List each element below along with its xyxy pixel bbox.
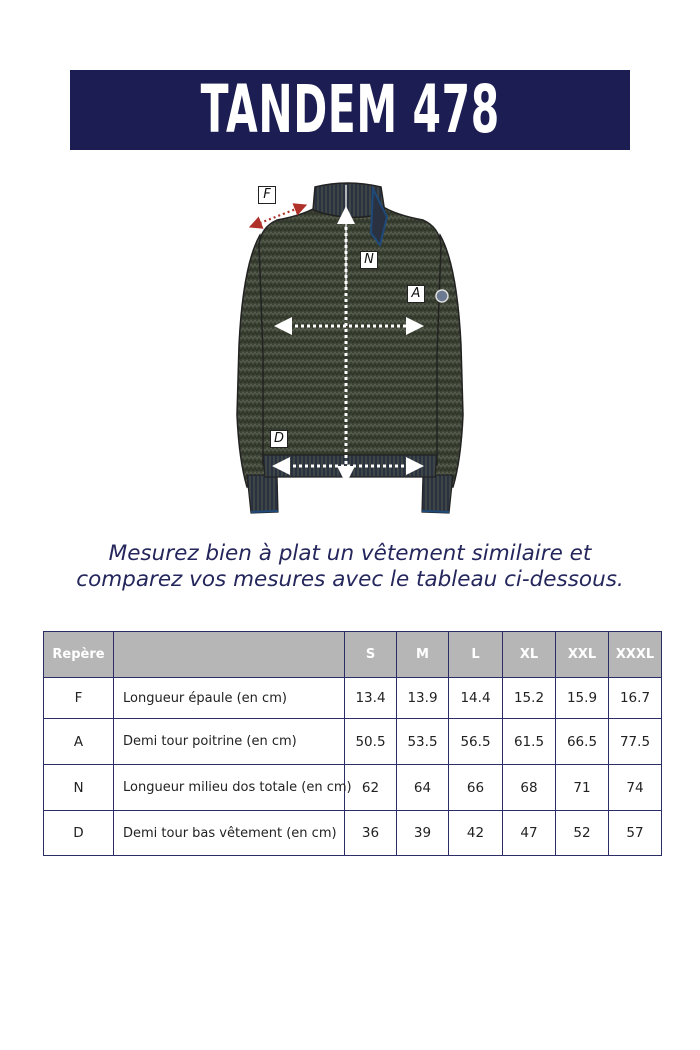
cell-m: 64: [397, 765, 449, 811]
cell-m: 53.5: [397, 719, 449, 765]
table-row: [44, 811, 662, 856]
cell-xxl: 15.9: [556, 678, 609, 719]
cell-s: 62: [345, 765, 397, 811]
row-label: Longueur milieu dos totale (en cm): [114, 765, 345, 811]
cell-l: 14.4: [449, 678, 503, 719]
badge-icon: [436, 290, 448, 302]
row-label: Demi tour poitrine (en cm): [114, 719, 345, 765]
cell-l: 56.5: [449, 719, 503, 765]
cell-xl: 15.2: [503, 678, 556, 719]
cell-xxl: 66.5: [556, 719, 609, 765]
cell-xxxl: 16.7: [609, 678, 662, 719]
instructions-line-2: comparez vos mesures avec le tableau ci-dessous.: [76, 567, 624, 592]
table-row: [44, 678, 662, 719]
table-header-row: [44, 632, 662, 678]
cell-xxxl: 74: [609, 765, 662, 811]
cell-s: 50.5: [345, 719, 397, 765]
row-mark: D: [44, 811, 114, 856]
sweater-figure: [225, 175, 475, 520]
instructions: [40, 541, 660, 593]
cell-xl: 68: [503, 765, 556, 811]
marker-d: D: [270, 430, 288, 448]
header-size-l: L: [449, 632, 503, 678]
table-row: [44, 765, 662, 811]
cell-xxl: 71: [556, 765, 609, 811]
marker-f: F: [258, 186, 276, 204]
row-mark: N: [44, 765, 114, 811]
header-repere: Repère: [44, 632, 114, 678]
marker-n: N: [360, 251, 378, 269]
cell-m: 13.9: [397, 678, 449, 719]
row-label: Longueur épaule (en cm): [114, 678, 345, 719]
cell-xxxl: 77.5: [609, 719, 662, 765]
sweater-icon: [225, 175, 475, 520]
row-mark: A: [44, 719, 114, 765]
title-banner: [70, 70, 630, 150]
cell-s: 13.4: [345, 678, 397, 719]
cell-xl: 47: [503, 811, 556, 856]
cell-xxxl: 57: [609, 811, 662, 856]
cell-xxl: 52: [556, 811, 609, 856]
row-mark: F: [44, 678, 114, 719]
cell-m: 39: [397, 811, 449, 856]
header-size-xxxl: XXXL: [609, 632, 662, 678]
instructions-line-1: Mesurez bien à plat un vêtement similaire et: [108, 541, 592, 566]
header-size-xl: XL: [503, 632, 556, 678]
size-table: [43, 631, 662, 856]
header-size-s: S: [345, 632, 397, 678]
cell-s: 36: [345, 811, 397, 856]
table-row: [44, 719, 662, 765]
page-title: TANDEM 478: [200, 71, 500, 148]
header-size-m: M: [397, 632, 449, 678]
header-size-xxl: XXL: [556, 632, 609, 678]
row-label: Demi tour bas vêtement (en cm): [114, 811, 345, 856]
cell-xl: 61.5: [503, 719, 556, 765]
cell-l: 42: [449, 811, 503, 856]
marker-a: A: [407, 285, 425, 303]
cell-l: 66: [449, 765, 503, 811]
header-measure: [114, 632, 345, 678]
